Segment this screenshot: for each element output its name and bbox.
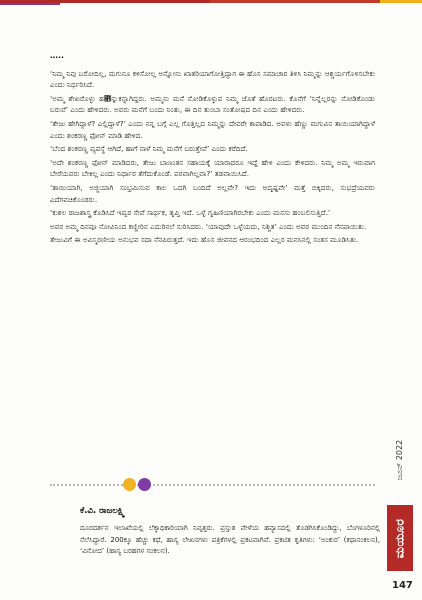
story-paragraph: ತೇಜುವಿಗೆ ಈ ಅವಿಸ್ಮರಣೀಯ ಅನುಭವ ಸದಾ ನೆನಪಿರುತ್ತದೆ. ಇದು ಹೊಸ ಜೀವನದ ಆರಂಭದಿಂದ ಎಲ್ಲರ ಮನಸಿನಲ್ಲಿ ಸಂತಸ ಮೂಡಿಸಿತು. — [50, 235, 359, 245]
dotted-rule — [50, 484, 375, 486]
top-red-bar-right — [210, 0, 380, 3]
story-paragraph: ‘ಅದೇ ಶಂಕರಣ್ಣ ಫೋನ್ ಮಾಡಿದರು, ತೇಜು ಬಾಣಂತನ ಸಹಾಯಕ್ಕೆ ಯಾರಾದರೂ ಇದ್ದೆ ಹೇಳಿ ಎಂದು ಕೇಳಿದರು. ನಿಮ್ಮ ಅಮ್ಮ ಇರುವಾಗ ಬೇರೆಯವರು ಬೇಕಿಲ್ಲ ಎಂದು ನಿರ್ಧಾರ ತೆಗೆದುಕೊಂಡೆ. ಪರವಾಗಿಲ್ಲವಾ?’ ತಡವಾಯಿಸಿದೆ. — [50, 157, 375, 179]
story-paragraph: ‘ಅಮ್ಮ ಶೇಖರೊಳ್ಳು ಹ೎ನ್ನುಕನ್ನಾಗಿದ್ದರು. ಅಮ್ಮನು ಮನೆ ನೋಡಿಕೊಳ್ಳುವ ನಿಮ್ಮ ಜೊತೆ ಹೊರಟರು. ಕೊನೆಗೆ ‘ನಿನ್ನೆಲ್ಲರನ್ನು ನೋಡಿಕೊಂಡು ಬರುವೆ’ ಎಂದು ಹೇಳಿದರು. ಅವರು ಮನೆಗೆ ಬಂದು ನಿಂತು, ಈ ದಿನ ತುಂಬಾ ಸಂತೋಷದ ದಿನ ಎಂದು ಹೇಳಿದರು. — [50, 93, 375, 115]
issue-date-text: ಜೂನ್ 2022 — [395, 439, 404, 481]
section-divider — [50, 476, 375, 494]
story-paragraph: ‘ನಿಮ್ಮ ನಿವು ಬರೋದಿಲ್ಲ, ಮಗುನೂ ಕಳಿಸೋಲ್ಲ ಅನ್ನೋನು ಖಾತರಿಯಾಗೋತ್ತಿದ್ದಾಗ ಈ ಹೊಸ ಸಮಾಚಾರ ತಿಳಿಸಿ ನಿಮ್ಮನ್ನು ಆಶ್ಚರ್ಯಗೊಳಿಸಬೇಕು ಎಂದು ನಿರ್ಧರಿಸಿದೆ. — [50, 68, 375, 90]
story-paragraph: ‘ತಾಯಿಯಾಗಿ, ಅಜ್ಜಿಯಾಗಿ ಸಂಭ್ರಮಿಸುವ ಕಾಲ ಒದಗಿ ಬಂದಿದೆ ಅಲ್ಲವೇ? ಇದು ಅದೃಷ್ಟವೇ’ ಮತ್ತೆ ಬಿಕ್ಕಿದರು, ಸುಭದ್ರೆಯವರು ಎದೆಗವಚಿಕೊಂಡರು. — [50, 182, 375, 204]
author-name: ಕೆ.ವಿ. ರಾಜಲಕ್ಷ್ಮಿ — [80, 506, 125, 516]
top-gold-bar — [380, 0, 422, 3]
author-bio: ದೂರದರ್ಶನ ಇಲಾಖೆಯಲ್ಲಿ ಲೆಕ್ಕಾಧಿಕಾರಿಯಾಗಿ ನಿವೃತ್ತರು. ಪ್ರಸ್ತುತ ವೇಳೆಯ ಹವ್ಯಾಸದಲ್ಲಿ ತೊಡಗಿಸಿಕೊಂಡಿದ್ದು, ಬೆಂಗಳೂರಿನಲ್ಲಿ ನೆಲೆಸಿದ್ದಾರೆ. 200ಕ್ಕೂ ಹೆಚ್ಚು ಕಥೆ, ಹಾಸ್ಯ ಲೇಖನಗಳು ಪತ್ರಿಕೆಗಳಲ್ಲಿ ಪ್ರಕಟವಾಗಿವೆ. ಪ್ರಕಟಿತ ಕೃತಿಗಳು: ‘ಅಂಕುರ’ (ಕಥಾಸಂಕಲನ), ‘ವಿನೋದ’ (ಹಾಸ್ಯ ಬರಹಗಳ ಸಂಕಲನ). — [80, 524, 380, 555]
story-body — [50, 50, 375, 248]
story-paragraph: ‘ಬೆಂದ ಶಂಕರಣ್ಣ ವ್ಯವಸ್ಥೆ ಆಗಿದೆ, ಹಾಗೆ ನಾಳೆ ನಿಮ್ಮ ಮನೆಗೆ ಬರುತ್ತೇವೆ’ ಎಂದು ಕರೆದಿದೆ. — [50, 144, 248, 154]
story-paragraph: ‘ಕುಶಲ ರಾಜಶಾಸ್ತ್ರ ಕೊಡಿಸಿದೆ ಇವ್ವರ ಸೇವೆ ಸಾರ್ಥಕ, ತೃಪ್ತಿ ಇದೆ. ಒಳ್ಳೆ ಗೃಹಿಣಿಯಾಗಿರಬೇಕು ಎಂದು ಮನಸು ಹಂಬಲಿಸುತ್ತಿದೆ.’ — [50, 208, 331, 218]
story-paragraph: ಅವರ ಅಮ್ಮ ದಿನವೂ ನೋವಿನಿಂದ ಕಣ್ಣೀರಿನ ಎದುರಿನಲೆ ಸುರಿಸಿದರು. ‘ಯಾವುದೇ ಒಳ್ಳೆಯದು, ನಿಶ್ಚಿತ’ ಎಂದು ಅವರ ಮುಂದಿನ ನೆನಪಾಯಿತು. — [50, 221, 367, 231]
page-number: 147 — [392, 580, 413, 591]
violet-dot-icon — [138, 478, 151, 491]
issue-date — [390, 420, 410, 500]
story-paragraph: ‘ತೇಜು ಹೇಗಿದ್ದಾಳೆ? ಎಲ್ಲಿದ್ದಾಳೆ?’ ಎಂದು ನನ್ನ ಬಗ್ಗೆ ಎಲ್ಲ ಗೊತ್ತಿಲ್ಲದ ನಿಮ್ಮನ್ನು ದೇವರೇ ಕಾಪಾಡಿದ. ಅವಳು ಹೆಣ್ಣು ಮಗುವಿನ ತಾಯಿಯಾಗಿದ್ದಾಳೆ ಎಂದು ಶಂಕರಣ್ಣ ಫೋನ್ ಮಾಡಿ ಹೇಳಿದ. — [50, 118, 375, 140]
magazine-logo-text: ಮಯೂರ — [392, 518, 407, 558]
magazine-logo — [387, 505, 413, 571]
gold-dot-icon — [123, 478, 136, 491]
story-ellipsis: ….. — [50, 51, 65, 60]
top-violet-bar — [0, 3, 60, 5]
